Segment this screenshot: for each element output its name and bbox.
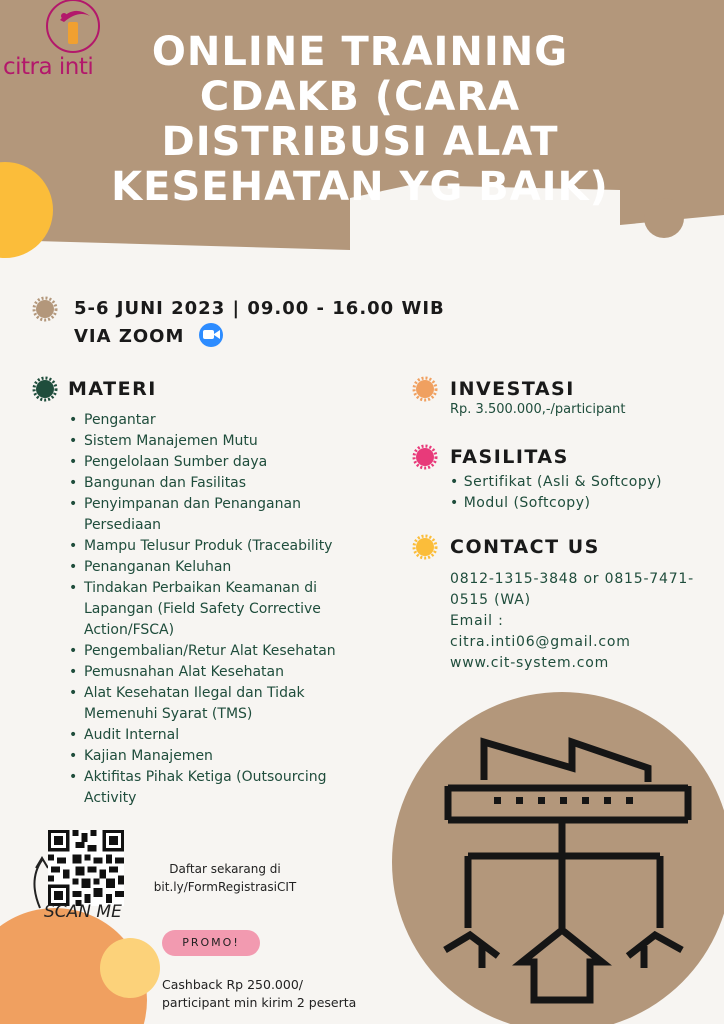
materi-item: • Tindakan Perbaikan Keamanan di Lapangan (Field Safety Corrective Action/FSCA) [68,578,368,641]
header-banner-dot [644,198,684,238]
materi-item: • Alat Kesehatan Ilegal dan Tidak Memenuhi Syarat (TMS) [68,683,368,725]
contact-email-label: Email : [450,613,504,629]
fasilitas-item-1: Sertifikat (Asli & Softcopy) [463,474,663,490]
logo-text: citra inti [3,54,94,80]
schedule-date-time: 5-6 JUNI 2023 | 09.00 - 16.00 WIB [74,298,445,319]
materi-item: • Penanganan Keluhan [68,557,368,578]
materi-item: • Aktifitas Pihak Ketiga (Outsourcing Activity [68,767,368,809]
qr-code[interactable] [48,830,124,906]
fasilitas-item-2: Modul (Softcopy) [463,495,591,511]
title-line-3: DISTRIBUSI ALAT [161,119,559,165]
list-item: • Sertifikat (Asli & Softcopy) [450,474,663,490]
title-line-2: CDAKB (CARA [199,74,521,120]
fasilitas-heading: FASILITAS [450,446,569,468]
materi-item: • Pengembalian/Retur Alat Kesehatan [68,641,368,662]
investasi-price: Rp. 3.500.000,-/participant [450,402,626,417]
promo-details [162,976,356,1012]
decor-light-yellow-circle [100,938,160,998]
fasilitas-list [450,472,662,514]
investasi-badge-icon [414,378,436,400]
scan-me-label: SCAN ME [44,902,122,922]
registration-line-1: Daftar sekarang di [169,862,281,876]
investasi-heading: INVESTASI [450,378,575,400]
registration-link[interactable]: bit.ly/FormRegistrasiCIT [153,880,297,894]
title-line-1: ONLINE TRAINING [151,29,569,75]
contact-badge-icon [414,536,436,558]
contact-heading: CONTACT US [450,536,600,558]
video-camera-icon [199,323,223,347]
page-title [100,30,620,210]
materi-item: • Pemusnahan Alat Kesehatan [68,662,368,683]
materi-item: • Sistem Manajemen Mutu [68,431,368,452]
materi-item: • Pengelolaan Sumber daya [68,452,368,473]
promo-line-2: participant min kirim 2 peserta [162,995,357,1010]
scan-arrow-icon [34,858,48,908]
schedule-venue: VIA ZOOM [74,326,185,347]
materi-badge-icon [34,378,56,400]
materi-item: • Kajian Manajemen [68,746,368,767]
contact-phone[interactable]: 0812-1315-3848 or 0815-7471-0515 (WA) [450,571,694,608]
date-badge-icon [34,298,56,320]
contact-email[interactable]: citra.inti06@gmail.com [450,634,631,650]
list-item: • Modul (Softcopy) [450,495,591,511]
materi-item: • Bangunan dan Fasilitas [68,473,368,494]
contact-details [450,569,710,674]
promo-line-1: Cashback Rp 250.000/ [162,977,303,992]
materi-item: • Penyimpanan dan Penanganan Persediaan [68,494,368,536]
materi-list [68,410,368,809]
materi-heading: MATERI [68,378,157,400]
title-line-4: KESEHATAN YG BAIK) [111,164,609,210]
promo-badge: PROMO! [162,930,260,956]
materi-item: • Pengantar [68,410,368,431]
materi-item: • Mampu Telusur Produk (Traceability [68,536,368,557]
registration-info [140,860,310,896]
fasilitas-badge-icon [414,446,436,468]
materi-item: • Audit Internal [68,725,368,746]
contact-website[interactable]: www.cit-system.com [450,655,610,671]
